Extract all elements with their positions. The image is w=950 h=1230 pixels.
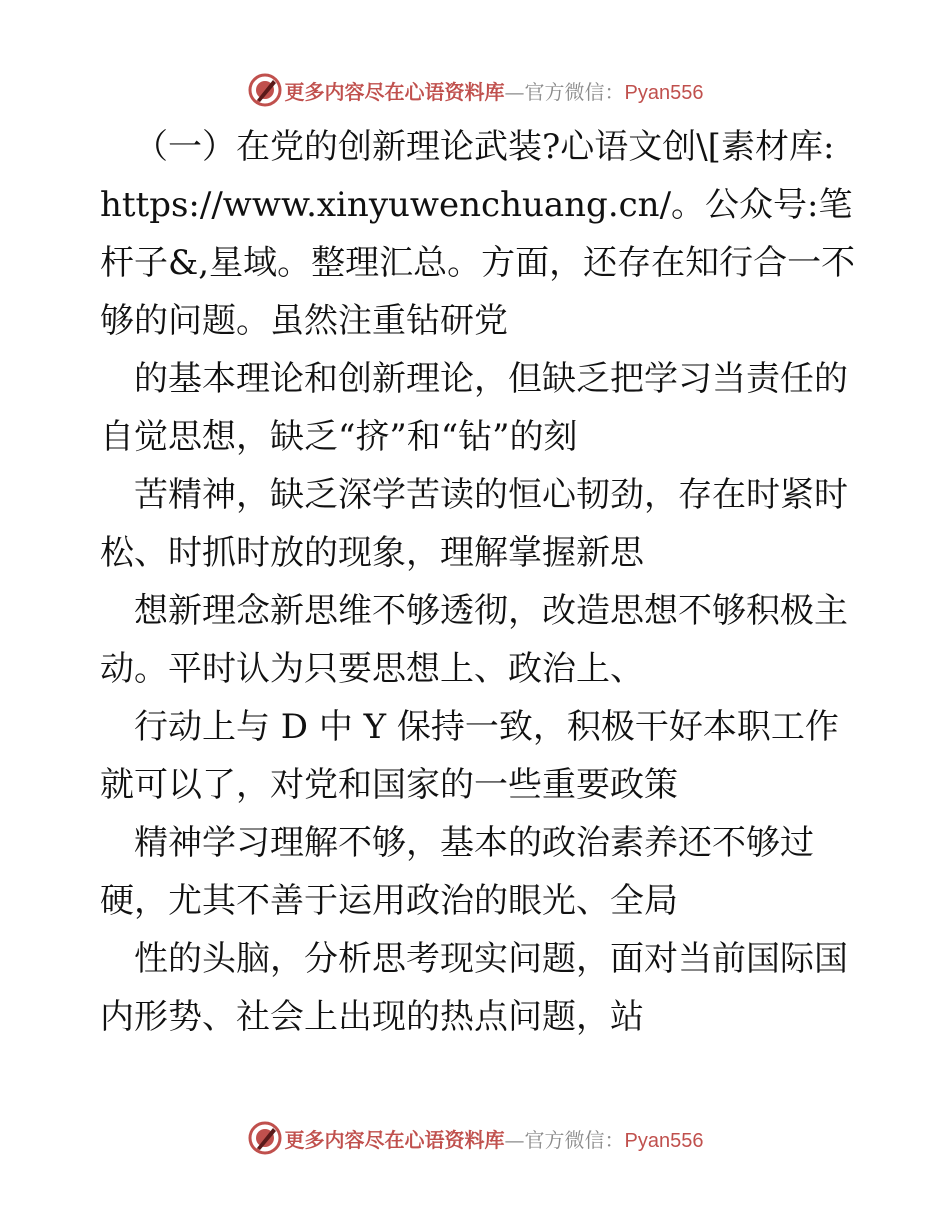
paragraph: 苦精神，缺乏深学苦读的恒心韧劲，存在时紧时松、时抓时放的现象，理解掌握新思 — [100, 475, 848, 573]
footer-banner-text — [285, 1124, 704, 1153]
header-banner-wechat: 官方微信： — [524, 79, 625, 104]
footer-banner-id: Pyan556 — [624, 1129, 704, 1152]
document-body — [100, 118, 860, 1046]
paragraph: 精神学习理解不够，基本的政治素养还不够过硬，尤其不善于运用政治的眼光、全局 — [100, 823, 814, 921]
pen-logo-icon — [247, 72, 283, 108]
footer-banner-wechat: 官方微信： — [524, 1127, 625, 1152]
paragraph: 性的头脑，分析思考现实问题，面对当前国际国内形势、社会上出现的热点问题，站 — [100, 939, 848, 1037]
footer-banner-main: 更多内容尽在心语资料库 — [284, 1127, 505, 1152]
paragraph: （一）在党的创新理论武装?心语文创\[素材库: https://www.xinyuwenchuang.cn/。公众号:笔杆子&,星域。整理汇总。方面，还存在知行合一不够的问题。虽然注重钻研党 — [100, 127, 856, 341]
paragraph: 想新理念新思维不够透彻，改造思想不够积极主动。平时认为只要思想上、政治上、 — [100, 591, 848, 689]
pen-logo-icon — [247, 1120, 283, 1156]
paragraph: 行动上与 D 中 Y 保持一致，积极干好本职工作就可以了，对党和国家的一些重要政策 — [100, 707, 839, 805]
header-banner-id: Pyan556 — [624, 81, 704, 104]
header-banner-sep: — — [504, 79, 525, 104]
footer-banner-sep: — — [504, 1127, 525, 1152]
header-banner — [0, 70, 950, 110]
paragraph: 的基本理论和创新理论，但缺乏把学习当责任的自觉思想，缺乏“挤”和“钻”的刻 — [100, 359, 848, 457]
footer-banner — [0, 1118, 950, 1158]
header-banner-main: 更多内容尽在心语资料库 — [284, 79, 505, 104]
header-banner-text — [285, 76, 704, 105]
